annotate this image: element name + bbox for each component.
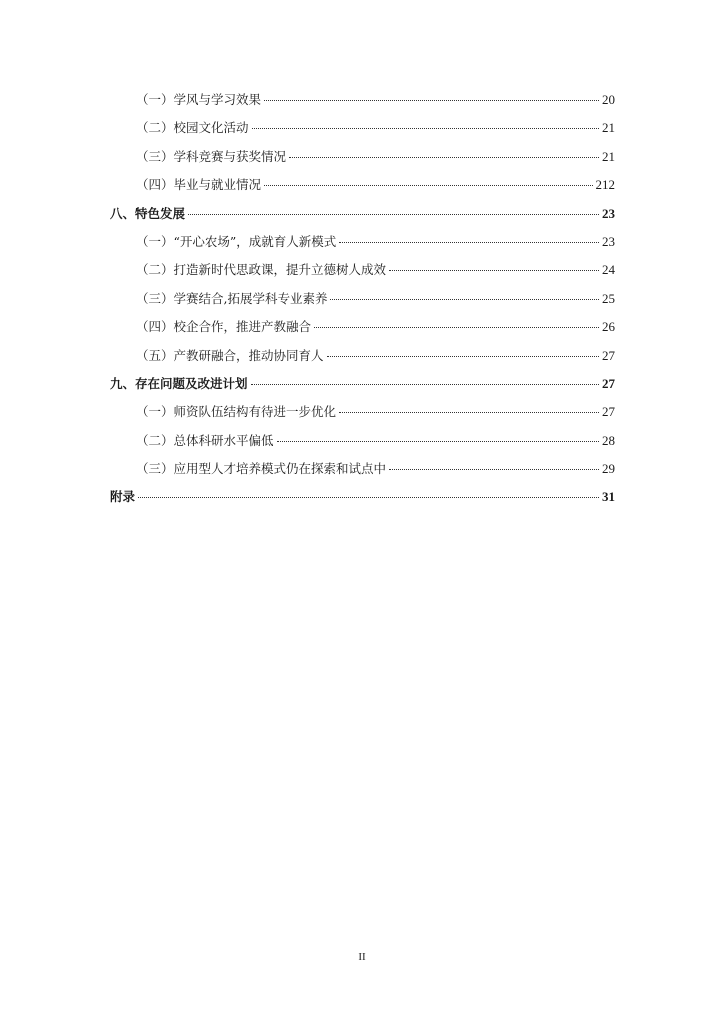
toc-entry-label: 九、存在问题及改进计划 — [110, 375, 248, 391]
table-of-contents — [110, 90, 615, 516]
toc-section-entry[interactable] — [110, 402, 615, 430]
toc-entry-page-number: 212 — [595, 177, 615, 193]
toc-dot-leader — [264, 100, 599, 101]
toc-entry-label: （四）校企合作，推进产教融合 — [136, 319, 312, 335]
toc-entry-label: （一）师资队伍结构有待进一步优化 — [136, 404, 337, 420]
toc-section-entry[interactable] — [110, 289, 615, 317]
toc-entry-page-number: 27 — [602, 404, 615, 420]
toc-dot-leader — [389, 270, 599, 271]
toc-entry-label: （三）应用型人才培养模式仍在探索和试点中 — [136, 461, 387, 477]
toc-entry-page-number: 24 — [602, 262, 615, 278]
toc-section-entry[interactable] — [110, 317, 615, 345]
page-number-footer: II — [358, 951, 366, 963]
toc-entry-label: （二）打造新时代思政课，提升立德树人成效 — [136, 262, 387, 278]
toc-section-entry[interactable] — [110, 459, 615, 487]
toc-entry-label: （三）学科竞赛与获奖情况 — [136, 148, 287, 164]
toc-entry-label: 八、特色发展 — [110, 205, 186, 221]
toc-entry-label: （一）“开心农场”，成就育人新模式 — [136, 233, 337, 249]
toc-section-entry[interactable] — [110, 175, 615, 203]
toc-entry-page-number: 29 — [602, 461, 615, 477]
toc-section-entry[interactable] — [110, 260, 615, 288]
toc-dot-leader — [251, 384, 599, 385]
toc-dot-leader — [339, 412, 599, 413]
toc-dot-leader — [264, 185, 592, 186]
toc-chapter-entry[interactable] — [110, 204, 615, 232]
toc-section-entry[interactable] — [110, 232, 615, 260]
toc-entry-label: （三）学赛结合,拓展学科专业素养 — [136, 290, 328, 306]
toc-section-entry[interactable] — [110, 431, 615, 459]
toc-entry-page-number: 27 — [602, 375, 615, 391]
toc-dot-leader — [289, 157, 599, 158]
toc-dot-leader — [252, 128, 599, 129]
toc-entry-page-number: 31 — [602, 489, 615, 505]
toc-dot-leader — [327, 356, 599, 357]
toc-entry-page-number: 23 — [602, 205, 615, 221]
toc-dot-leader — [188, 214, 599, 215]
toc-dot-leader — [339, 242, 599, 243]
toc-dot-leader — [277, 441, 599, 442]
toc-entry-page-number: 26 — [602, 319, 615, 335]
toc-entry-page-number: 28 — [602, 432, 615, 448]
toc-dot-leader — [330, 299, 599, 300]
toc-entry-label: （二）校园文化活动 — [136, 120, 249, 136]
toc-entry-page-number: 27 — [602, 347, 615, 363]
toc-dot-leader — [389, 469, 599, 470]
toc-section-entry[interactable] — [110, 90, 615, 118]
toc-entry-page-number: 23 — [602, 233, 615, 249]
toc-section-entry[interactable] — [110, 147, 615, 175]
toc-chapter-entry[interactable] — [110, 487, 615, 515]
toc-entry-page-number: 20 — [602, 92, 615, 107]
toc-entry-label: （四）毕业与就业情况 — [136, 177, 262, 193]
toc-section-entry[interactable] — [110, 118, 615, 146]
toc-dot-leader — [314, 327, 599, 328]
toc-entry-page-number: 21 — [602, 120, 615, 136]
toc-section-entry[interactable] — [110, 346, 615, 374]
toc-entry-label: （一）学风与学习效果 — [136, 92, 262, 107]
toc-entry-page-number: 25 — [602, 290, 615, 306]
toc-entry-label: （二）总体科研水平偏低 — [136, 432, 274, 448]
toc-dot-leader — [138, 497, 599, 498]
toc-entry-label: （五）产教研融合，推动协同育人 — [136, 347, 324, 363]
toc-entry-page-number: 21 — [602, 148, 615, 164]
toc-chapter-entry[interactable] — [110, 374, 615, 402]
toc-entry-label: 附录 — [110, 489, 136, 505]
